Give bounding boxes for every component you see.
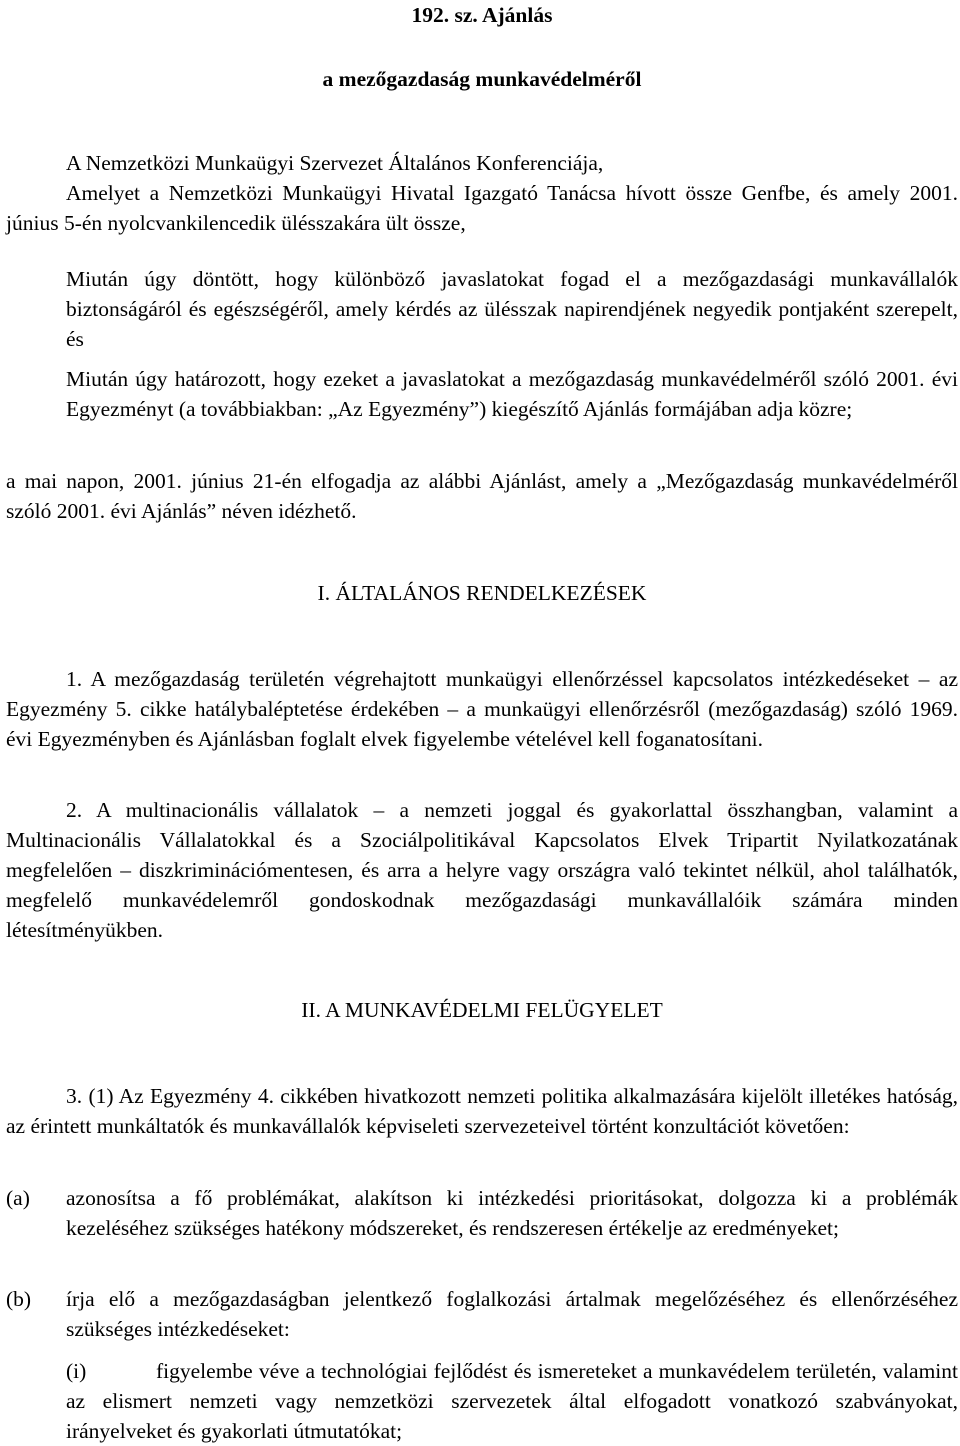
preamble-determined: Miután úgy határozott, hogy ezeket a javaslatokat a mezőgazdaság munkavédelméről szóló 2001. évi Egyezményt (a továbbiakban: „Az Egyezmény”) kiegészítő Ajánlás formájában adja közre;: [66, 367, 958, 421]
item-i-text: figyelembe véve a technológiai fejlődést és ismereteket a munkavédelem területén, valamint az elismert nemzeti vagy nemzetközi szervezetek által elfogadott vonatkozó szabványokat, irányelveket és gyakorlati útmutatókat;: [66, 1359, 958, 1443]
paragraph-3-1: 3. (1) Az Egyezmény 4. cikkében hivatkozott nemzeti politika alkalmazására kijelölt illetékes hatóság, az érintett munkáltatók és munkavállalók képviseleti szervezeteivel történt konzultációt követően:: [6, 1084, 958, 1138]
paragraph-2: 2. A multinacionális vállalatok – a nemzeti joggal és gyakorlattal összhangban, valamint a Multinacionális Vállalatokkal és a Szociálpolitikával Kapcsolatos Elvek Tripartit Nyilatkozatának megfelelően – diszkriminációmentesen, és arra a helyre vagy országra való tekintet nélkül, ahol találhatók, megfelelő munkavédelemről gondoskodnak mezőgazdasági munkavállalóik számára minden létesítményükben.: [6, 798, 958, 942]
section-heading-general: I. ÁLTALÁNOS RENDELKEZÉSEK: [317, 581, 647, 605]
item-b-text: írja elő a mezőgazdaságban jelentkező foglalkozási ártalmak megelőzéséhez és ellenőrzéséhez szükséges intézkedéseket:: [66, 1287, 958, 1341]
recommendation-number: 192. sz. Ajánlás: [411, 3, 553, 27]
preamble-convened: Amelyet a Nemzetközi Munkaügyi Hivatal Igazgató Tanácsa hívott össze Genfbe, és amely 2001. június 5-én nyolcvankilencedik ülésszakára ült össze,: [6, 181, 958, 235]
item-b-label: (b): [6, 1287, 32, 1311]
recommendation-title: a mezőgazdaság munkavédelméről: [322, 67, 642, 91]
item-i-label: (i): [66, 1359, 87, 1383]
paragraph-1: 1. A mezőgazdaság területén végrehajtott munkaügyi ellenőrzéssel kapcsolatos intézkedéseket – az Egyezmény 5. cikke hatálybaléptetése érdekében – a munkaügyi ellenőrzésről (mezőgazdaság) szóló 1969. évi Egyezményben és Ajánlásban foglalt elvek figyelembe vételével kell foganatosítani.: [6, 667, 958, 751]
preamble-decided: Miután úgy döntött, hogy különböző javaslatokat fogad el a mezőgazdasági munkavállalók biztonságáról és egészségéről, amely kérdés az ülésszak napirendjének negyedik pontjaként szerepelt, és: [66, 267, 958, 351]
preamble-adopts: a mai napon, 2001. június 21-én elfogadja az alábbi Ajánlást, amely a „Mezőgazdaság munkavédelméről szóló 2001. évi Ajánlás” néven idézhető.: [6, 469, 958, 523]
item-a-label: (a): [6, 1186, 30, 1210]
preamble-conference: A Nemzetközi Munkaügyi Szervezet Általános Konferenciája,: [66, 151, 604, 175]
item-a-text: azonosítsa a fő problémákat, alakítson ki intézkedési prioritásokat, dolgozza ki a problémák kezeléséhez szükséges hatékony módszereket, és rendszeresen értékelje az eredményeket;: [66, 1186, 958, 1240]
section-heading-supervision: II. A MUNKAVÉDELMI FELÜGYELET: [301, 998, 663, 1022]
